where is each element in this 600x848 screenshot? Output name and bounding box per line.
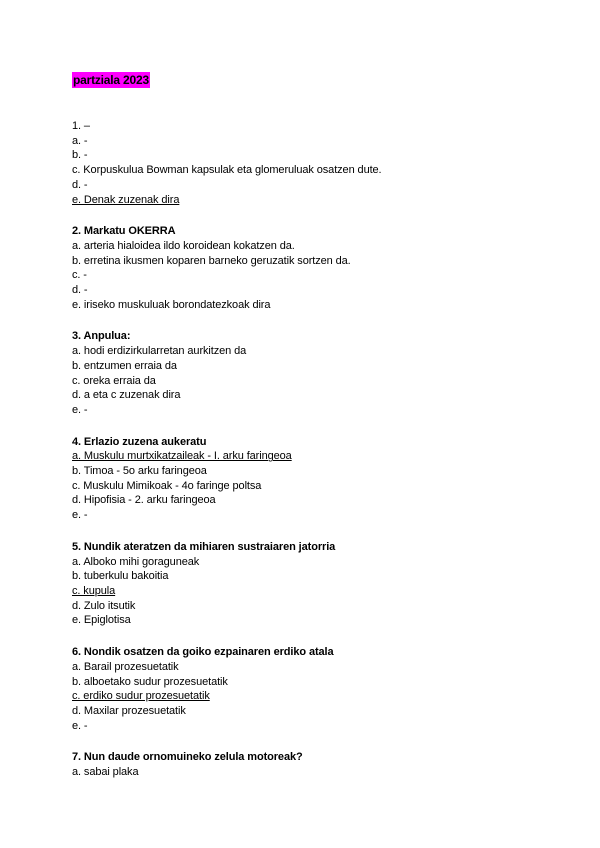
answer-option: c. oreka erraia da (72, 374, 156, 387)
answer-option: e. Epiglotisa (72, 614, 131, 627)
answer-option: b. - (72, 149, 88, 162)
answer-option: a. Barail prozesuetatik (72, 660, 179, 673)
question-title: 5. Nundik ateratzen da mihiaren sustraiaren jatorria (72, 540, 336, 553)
answer-option: a. sabai plaka (72, 766, 139, 779)
answer-option: e. - (72, 719, 88, 732)
question-list (72, 119, 542, 797)
question-title: 2. Markatu OKERRA (72, 225, 176, 238)
answer-option: b. Timoa - 5o arku faringeoa (72, 465, 207, 478)
answer-option: d. a eta c zuzenak dira (72, 389, 181, 402)
answer-option: d. - (72, 178, 88, 191)
answer-option: b. tuberkulu bakoitia (72, 570, 169, 583)
answer-option: c. kupula (72, 584, 116, 597)
answer-option: d. Hipofisia - 2. arku faringeoa (72, 494, 216, 507)
answer-option: b. alboetako sudur prozesuetatik (72, 675, 228, 688)
question-title: 3. Anpulua: (72, 330, 131, 343)
answer-option: d. - (72, 284, 88, 297)
answer-option: a. Alboko mihi goraguneak (72, 555, 200, 568)
answer-option: e. iriseko muskuluak borondatezkoak dira (72, 298, 271, 311)
question-title: 7. Nun daude ornomuineko zelula motoreak? (72, 751, 303, 764)
question-title: 4. Erlazio zuzena aukeratu (72, 435, 207, 448)
answer-option: a. Muskulu murtxikatzaileak - I. arku faringeoa (72, 450, 292, 463)
answer-option: b. erretina ikusmen koparen barneko geruzatik sortzen da. (72, 254, 351, 267)
question-5 (72, 540, 542, 628)
answer-option: b. entzumen erraia da (72, 359, 177, 372)
question-title: 1. – (72, 120, 90, 132)
answer-option: e. Denak zuzenak dira (72, 193, 180, 206)
question-6 (72, 645, 542, 733)
question-7 (72, 750, 542, 779)
answer-option: a. arteria hialoidea ildo koroidean kokatzen da. (72, 239, 295, 252)
answer-option: d. Maxilar prozesuetatik (72, 704, 186, 717)
answer-option: e. - (72, 403, 88, 416)
question-3 (72, 329, 542, 417)
answer-option: c. Muskulu Mimikoak - 4o faringe poltsa (72, 479, 262, 492)
question-4 (72, 435, 542, 523)
question-2 (72, 224, 542, 312)
question-1 (72, 119, 542, 207)
document-title: partziala 2023 (73, 73, 149, 87)
question-title: 6. Nondik osatzen da goiko ezpainaren erdiko atala (72, 646, 334, 659)
answer-option: c. erdiko sudur prozesuetatik (72, 690, 210, 703)
answer-option: d. Zulo itsutik (72, 599, 136, 612)
answer-option: a. - (72, 134, 88, 147)
answer-option: e. - (72, 509, 88, 522)
answer-option: a. hodi erdizirkularretan aurkitzen da (72, 345, 247, 358)
answer-option: c. Korpuskulua Bowman kapsulak eta glomeruluak osatzen dute. (72, 164, 382, 177)
answer-option: c. - (72, 269, 87, 282)
